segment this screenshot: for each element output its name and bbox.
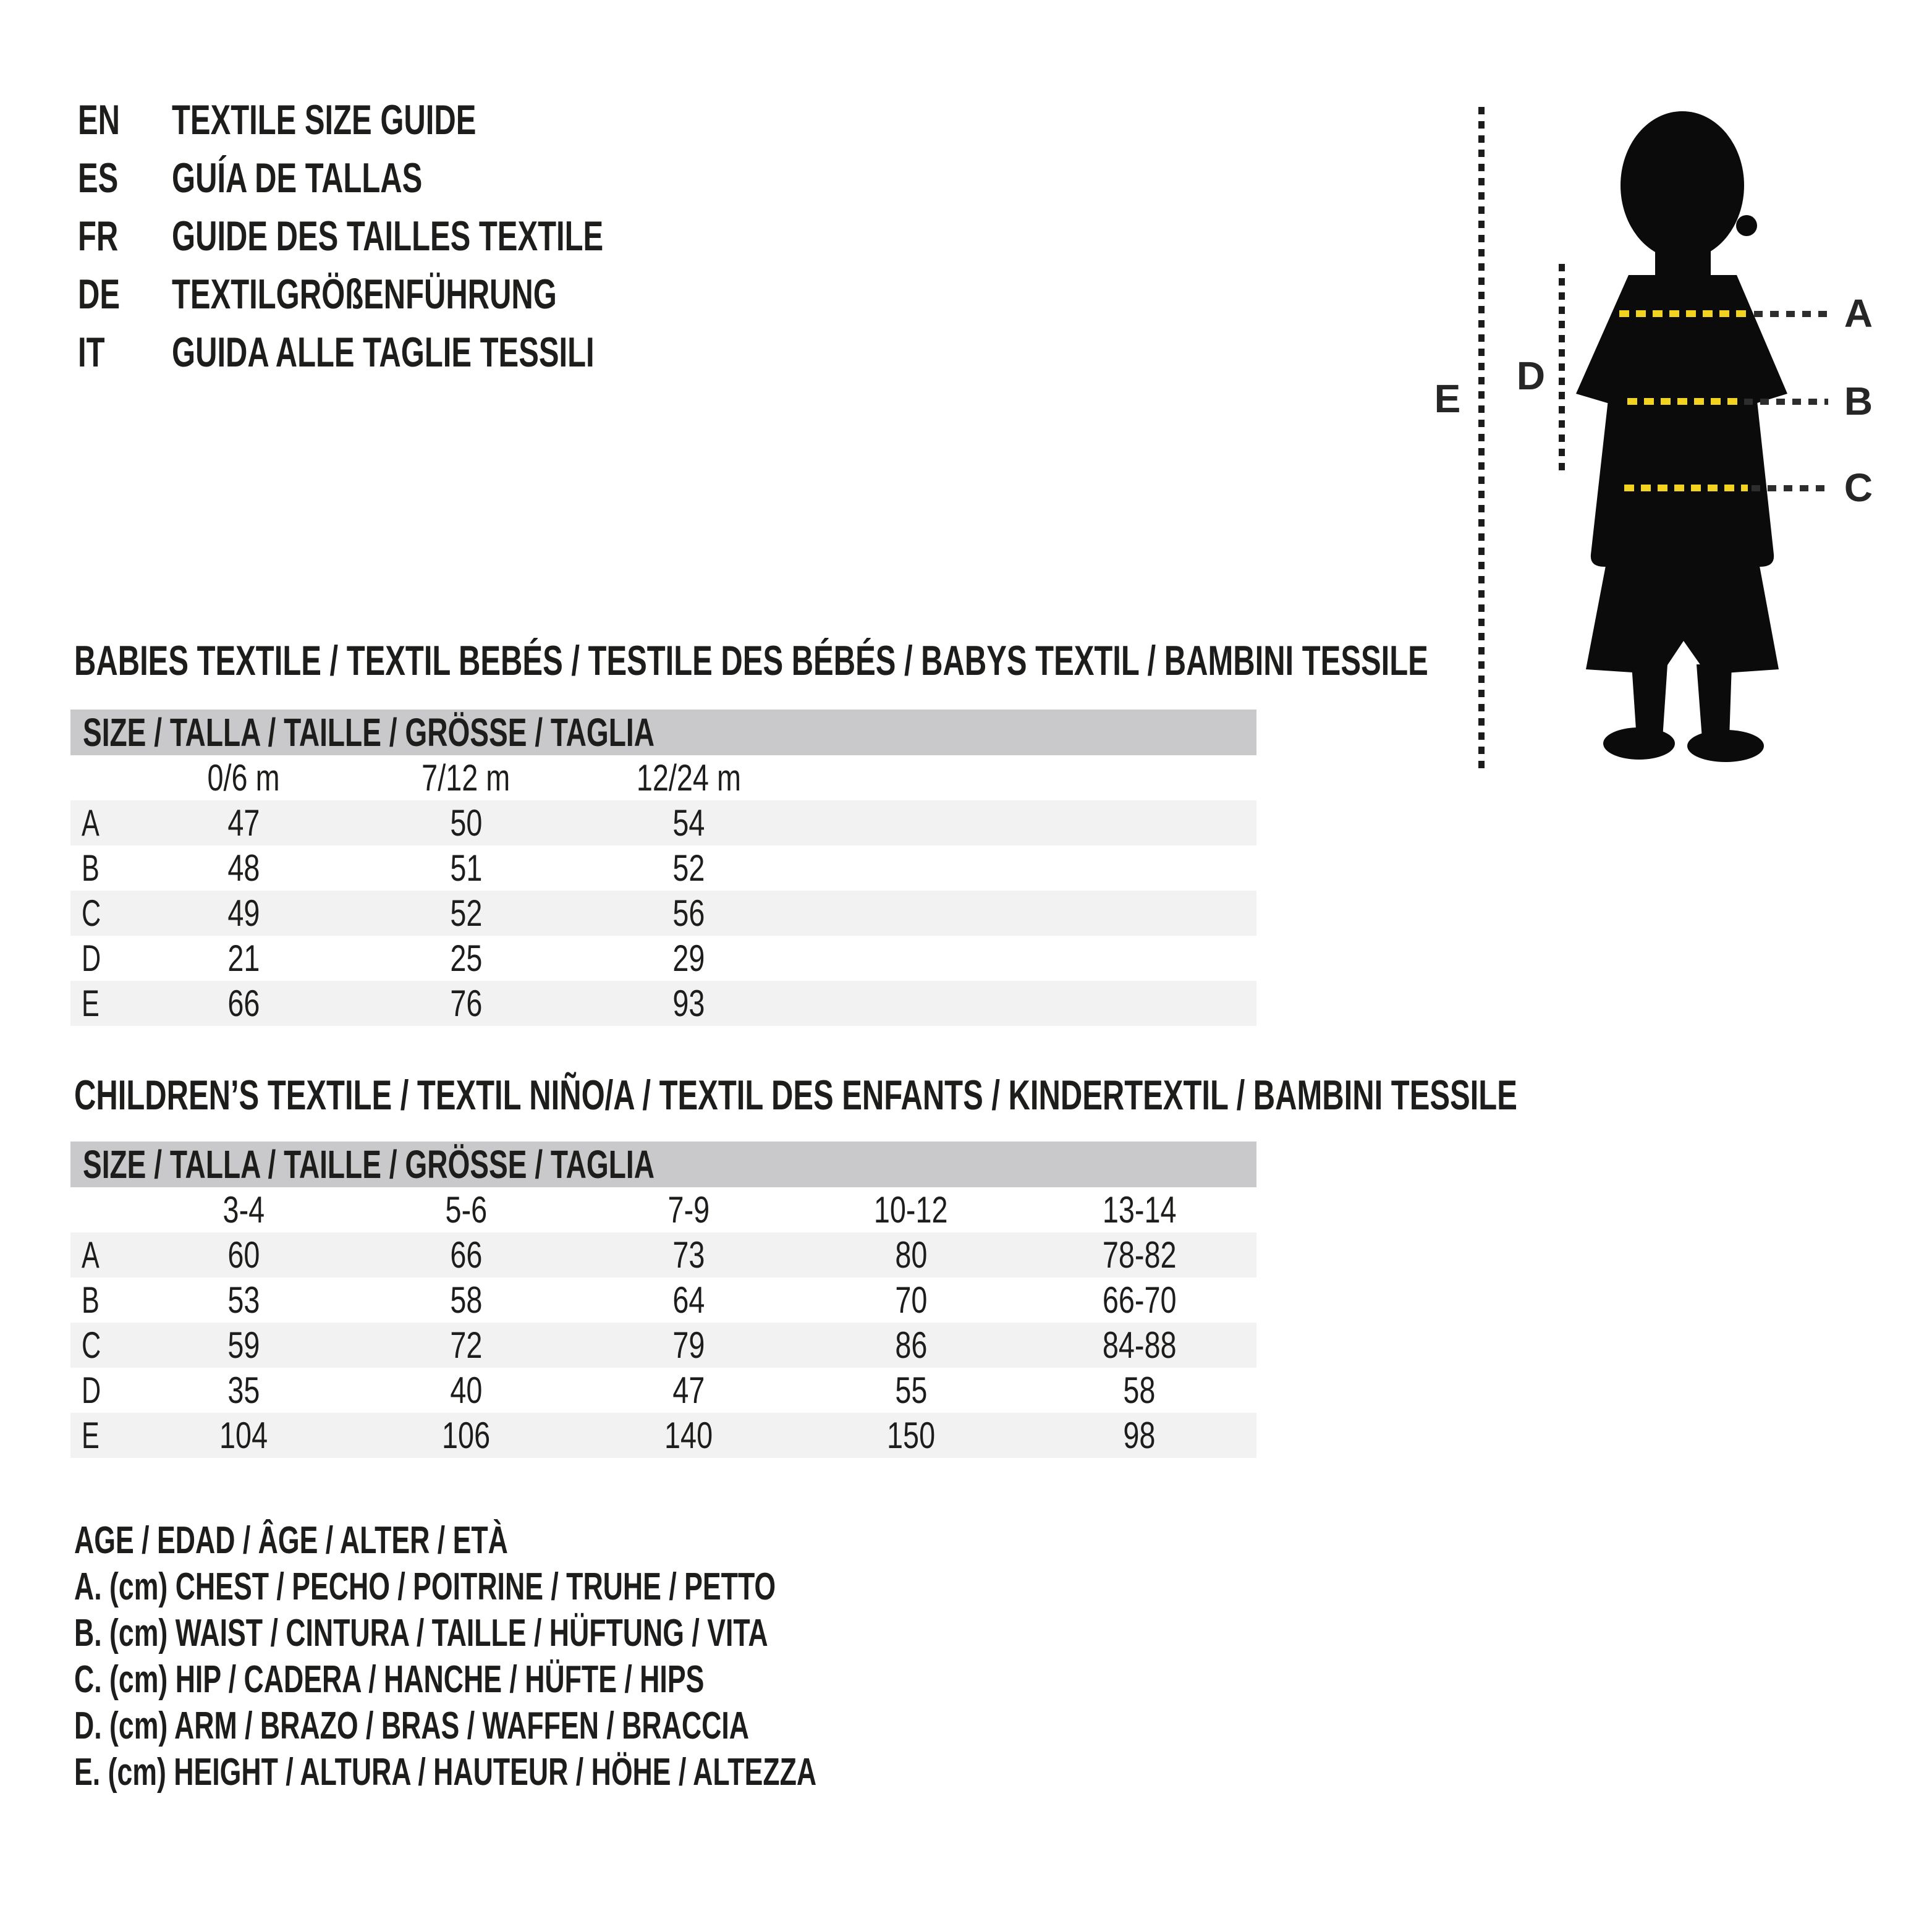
waist-line-on-body: [1627, 398, 1740, 405]
hip-line-on-body: [1624, 485, 1748, 491]
table-value: 58: [449, 1279, 483, 1321]
table-row: [70, 1413, 1256, 1458]
table-row: [70, 1368, 1256, 1413]
table-value: 49: [227, 892, 260, 934]
column-header: 0/6 m: [207, 757, 280, 799]
hip-measure-label: C: [1844, 465, 1873, 510]
table-value: 56: [672, 892, 705, 934]
row-label: E: [82, 1415, 100, 1456]
table-value: 50: [449, 802, 483, 844]
table-value: 58: [1123, 1370, 1156, 1411]
waist-measure-label: B: [1844, 379, 1873, 423]
table-value: 106: [441, 1415, 491, 1456]
row-label: B: [82, 1279, 100, 1321]
table-row: [70, 800, 1256, 845]
row-label: C: [82, 1324, 101, 1366]
language-code: EN: [78, 96, 121, 143]
table-value: 150: [886, 1415, 936, 1456]
waist-line-extension: [1744, 399, 1828, 405]
table-row: [70, 936, 1256, 981]
table-row: [70, 891, 1256, 936]
legend-waist-line: B. (cm) WAIST / CINTURA / TAILLE / HÜFTUNG / VITA: [74, 1612, 768, 1654]
column-header: 7/12 m: [422, 757, 511, 799]
measurement-diagram: [1421, 93, 1932, 803]
chest-line-extension: [1754, 311, 1828, 317]
row-label: B: [82, 847, 100, 889]
row-label: E: [82, 983, 100, 1024]
row-label: D: [82, 1370, 101, 1411]
table-row: [70, 1323, 1256, 1368]
language-title: TEXTILE SIZE GUIDE: [172, 96, 477, 143]
babies-section-title: BABIES TEXTILE / TEXTIL BEBÉS / TESTILE DES BÉBÉS / BABYS TEXTIL / BAMBINI TESSILE: [74, 637, 1428, 684]
table-value: 70: [894, 1279, 928, 1321]
language-row-es: [78, 149, 771, 207]
table-value: 98: [1123, 1415, 1156, 1456]
language-code: IT: [78, 329, 105, 376]
table-value: 66: [449, 1234, 483, 1276]
language-title: GUÍA DE TALLAS: [172, 155, 423, 201]
table-value: 86: [894, 1324, 928, 1366]
babies-size-header-bar: SIZE / TALLA / TAILLE / GRÖSSE / TAGLIA: [70, 710, 1256, 755]
column-header: 5-6: [445, 1189, 487, 1231]
table-value: 25: [449, 938, 483, 979]
table-value: 80: [894, 1234, 928, 1276]
table-value: 104: [219, 1415, 268, 1456]
height-measure-label: E: [1434, 376, 1461, 421]
table-row: [70, 1277, 1256, 1323]
column-header: 3-4: [222, 1189, 265, 1231]
table-value: 79: [672, 1324, 705, 1366]
table-value: 140: [664, 1415, 713, 1456]
babies-column-header-row: [70, 755, 1256, 800]
column-header: 7-9: [667, 1189, 710, 1231]
language-code: FR: [78, 213, 119, 260]
legend-chest-line: A. (cm) CHEST / PECHO / POITRINE / TRUHE / PETTO: [74, 1566, 776, 1608]
language-code: ES: [78, 155, 119, 201]
language-title-list: [78, 91, 771, 381]
children-column-header-row: [70, 1187, 1256, 1232]
table-value: 59: [227, 1324, 260, 1366]
table-value: 55: [894, 1370, 928, 1411]
children-size-header-bar: SIZE / TALLA / TAILLE / GRÖSSE / TAGLIA: [70, 1142, 1256, 1187]
table-value: 76: [449, 983, 483, 1024]
chest-line-on-body: [1619, 310, 1750, 317]
table-value: 47: [672, 1370, 705, 1411]
table-value: 60: [227, 1234, 260, 1276]
children-section-title: CHILDREN’S TEXTILE / TEXTIL NIÑO/A / TEXTIL DES ENFANTS / KINDERTEXTIL / BAMBINI TESSILE: [74, 1072, 1517, 1119]
measurement-legend: [74, 1517, 1105, 1795]
row-label: D: [82, 938, 101, 979]
language-title: TEXTILGRÖßENFÜHRUNG: [172, 271, 557, 318]
table-row: [70, 845, 1256, 891]
row-label: A: [82, 1234, 100, 1276]
table-value: 73: [672, 1234, 705, 1276]
table-value: 93: [672, 983, 705, 1024]
language-row-de: [78, 265, 771, 323]
column-header: 10-12: [874, 1189, 948, 1231]
language-title: GUIDA ALLE TAGLIE TESSILI: [172, 329, 595, 376]
arm-measure-line: [1559, 264, 1565, 476]
table-value: 47: [227, 802, 260, 844]
table-value: 54: [672, 802, 705, 844]
column-header: 13-14: [1102, 1189, 1177, 1231]
table-row: [70, 1232, 1256, 1277]
legend-hip-line: C. (cm) HIP / CADERA / HANCHE / HÜFTE / HIPS: [74, 1658, 705, 1701]
table-value: 66-70: [1102, 1279, 1177, 1321]
legend-age-line: AGE / EDAD / ÂGE / ALTER / ETÀ: [74, 1519, 508, 1562]
table-value: 78-82: [1102, 1234, 1177, 1276]
table-value: 52: [449, 892, 483, 934]
hip-line-extension: [1752, 485, 1828, 491]
table-row: [70, 981, 1256, 1026]
row-label: C: [82, 892, 101, 934]
table-value: 72: [449, 1324, 483, 1366]
table-value: 64: [672, 1279, 705, 1321]
table-value: 48: [227, 847, 260, 889]
table-value: 40: [449, 1370, 483, 1411]
legend-arm-line: D. (cm) ARM / BRAZO / BRAS / WAFFEN / BRACCIA: [74, 1705, 750, 1747]
children-size-table: [70, 1142, 1256, 1458]
table-value: 51: [449, 847, 483, 889]
table-value: 53: [227, 1279, 260, 1321]
language-title: GUIDE DES TAILLES TEXTILE: [172, 213, 604, 260]
table-value: 35: [227, 1370, 260, 1411]
language-code: DE: [78, 271, 121, 318]
table-value: 29: [672, 938, 705, 979]
language-row-it: [78, 323, 771, 381]
table-value: 21: [227, 938, 260, 979]
row-label: A: [82, 802, 100, 844]
babies-size-table: [70, 710, 1256, 1026]
table-value: 84-88: [1102, 1324, 1177, 1366]
legend-height-line: E. (cm) HEIGHT / ALTURA / HAUTEUR / HÖHE / ALTEZZA: [74, 1751, 817, 1794]
arm-measure-label: D: [1516, 354, 1546, 398]
table-value: 52: [672, 847, 705, 889]
language-row-fr: [78, 207, 771, 265]
language-row-en: [78, 91, 771, 149]
column-header: 12/24 m: [636, 757, 741, 799]
table-value: 66: [227, 983, 260, 1024]
chest-measure-label: A: [1844, 291, 1873, 336]
